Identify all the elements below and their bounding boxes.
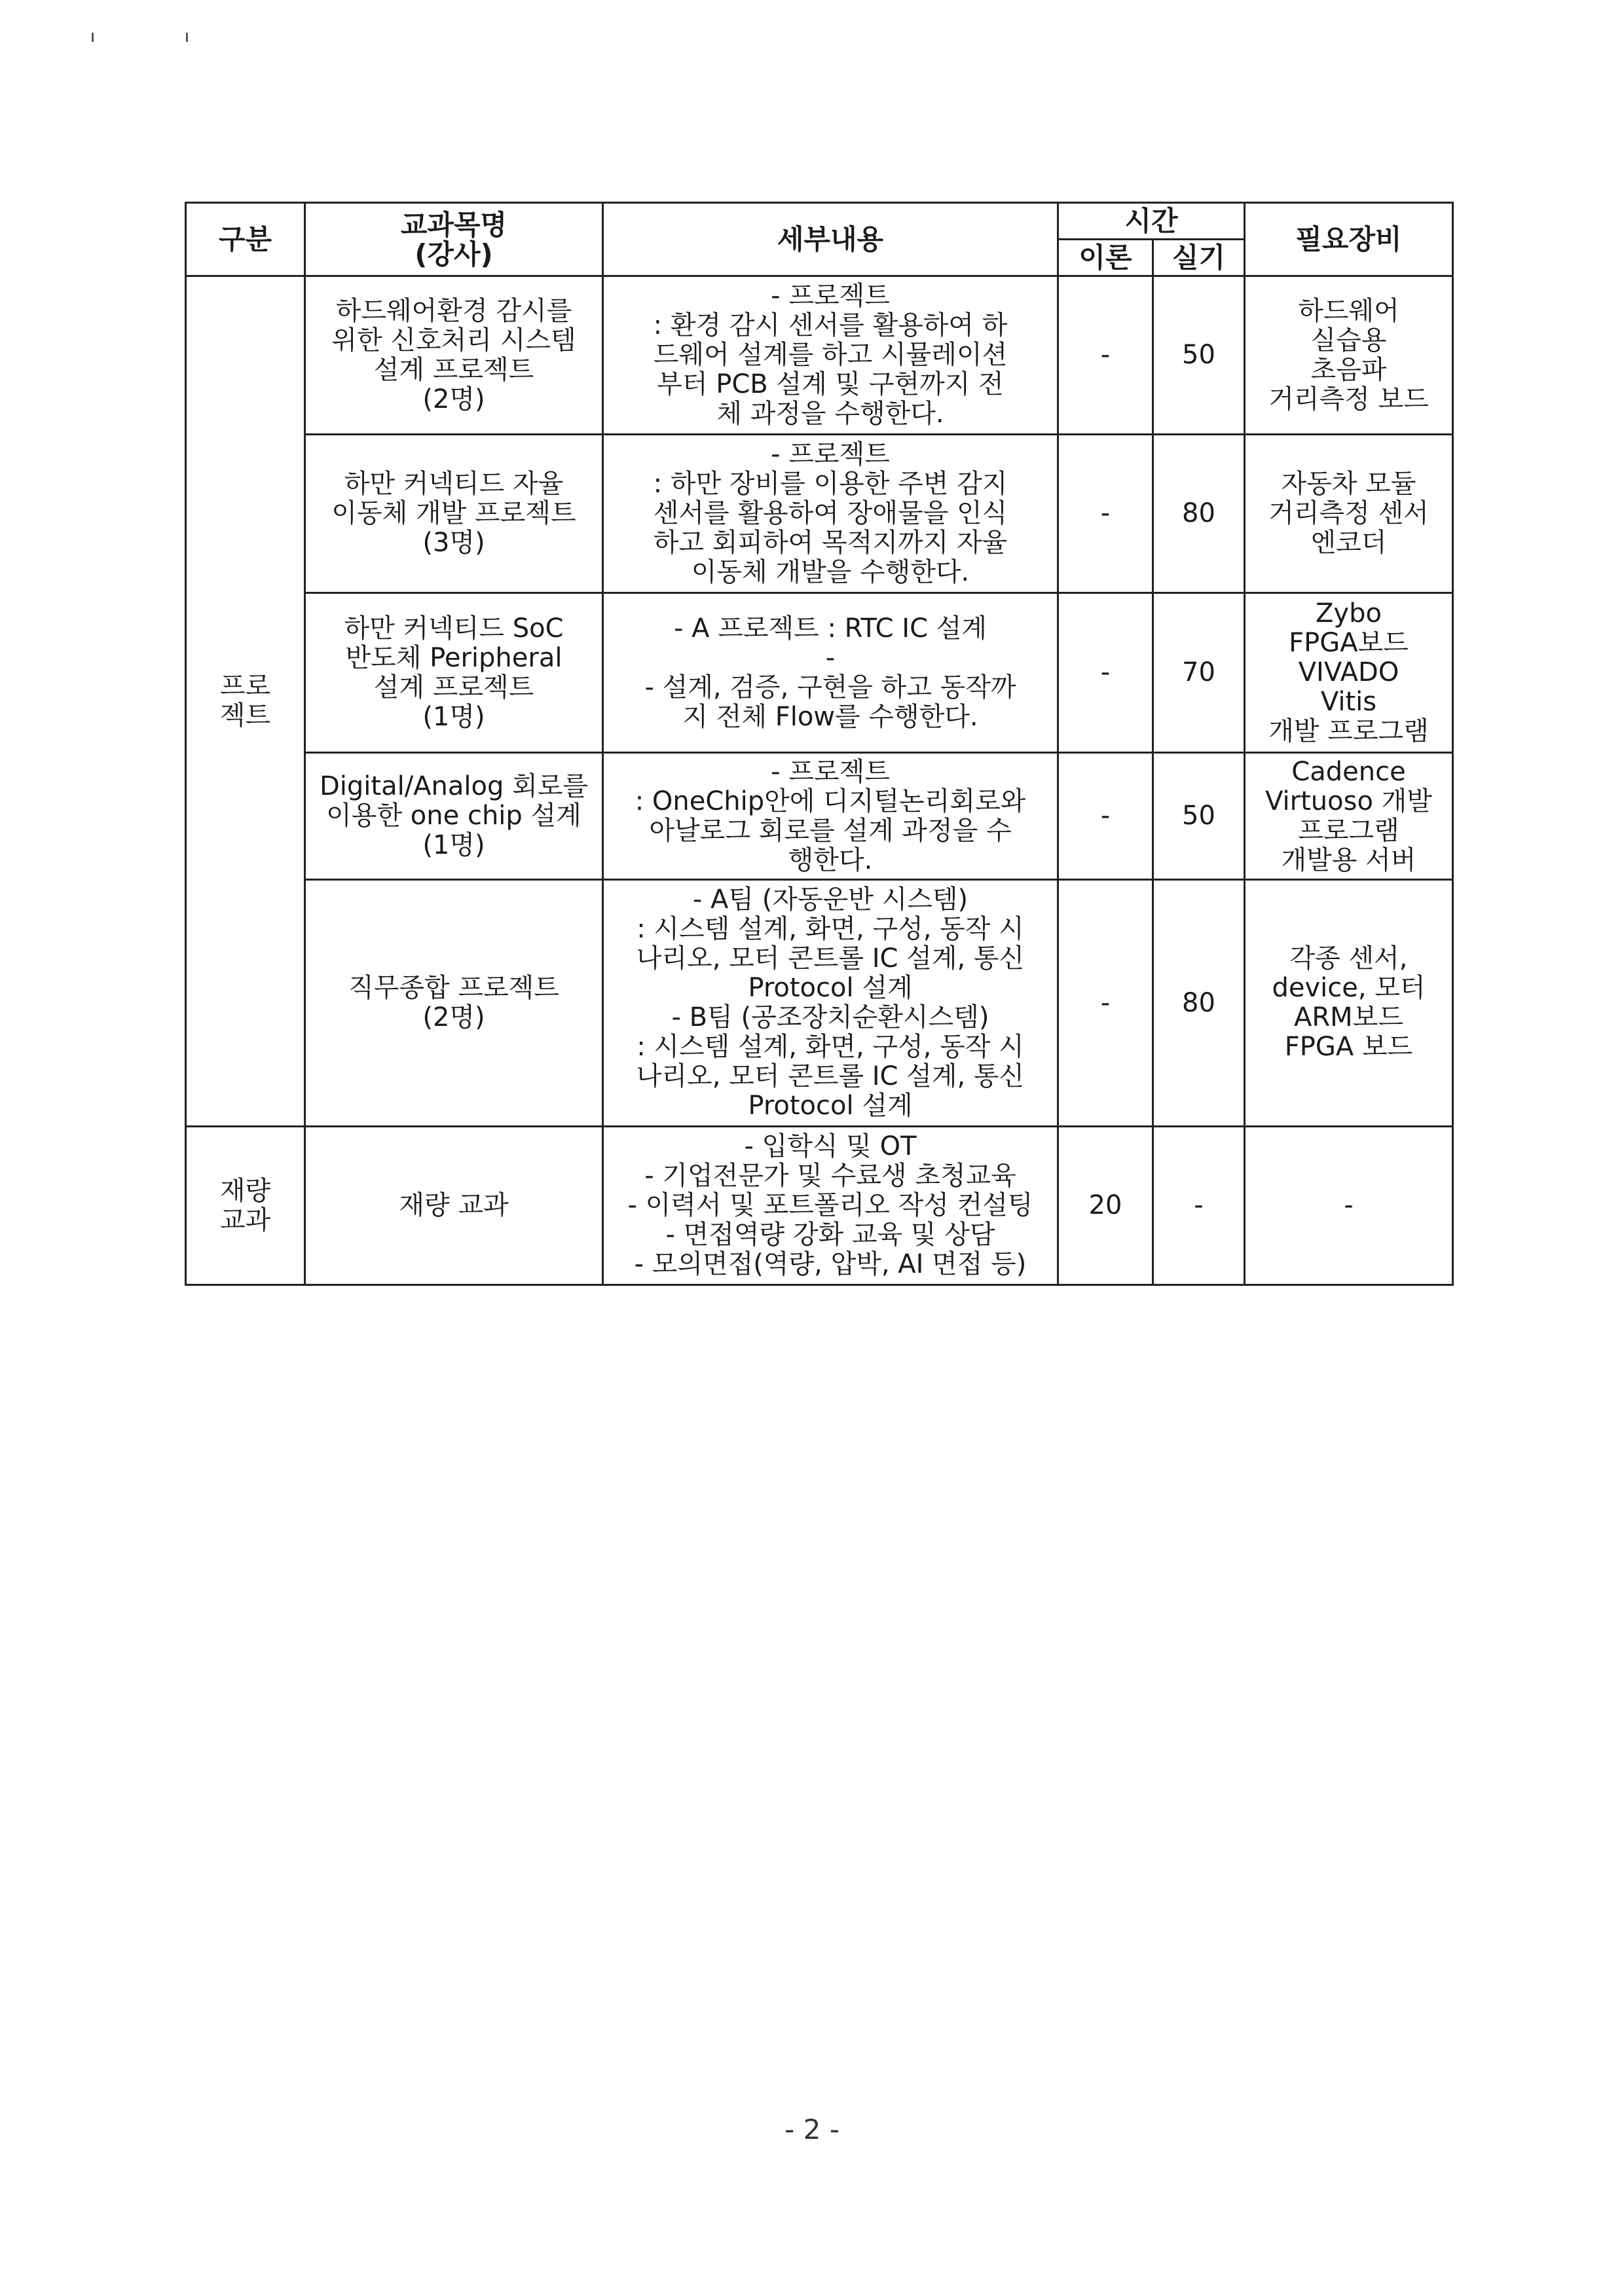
page-number: - 2 - — [784, 2113, 840, 2145]
theory-cell: - — [1058, 593, 1153, 753]
header-practice: 실기 — [1153, 240, 1245, 276]
detail-cell: - A 프로젝트 : RTC IC 설계 - - 설계, 검증, 구현을 하고 동작까 지 전체 Flow를 수행한다. — [603, 593, 1058, 753]
equipment-cell: 자동차 모듈 거리측정 센서 엔코더 — [1245, 435, 1453, 593]
table-row — [186, 435, 1453, 593]
theory-cell: - — [1058, 276, 1153, 435]
table-row — [186, 880, 1453, 1127]
course-cell: 재량 교과 — [305, 1127, 603, 1285]
header-equipment: 필요장비 — [1245, 203, 1453, 276]
header-time: 시간 — [1058, 203, 1245, 240]
equipment-cell: Zybo FPGA보드 VIVADO Vitis 개발 프로그램 — [1245, 593, 1453, 753]
course-cell: Digital/Analog 회로를 이용한 one chip 설계 (1명) — [305, 753, 603, 880]
table-row — [186, 593, 1453, 753]
theory-cell: - — [1058, 880, 1153, 1127]
detail-cell: - 입학식 및 OT - 기업전문가 및 수료생 초청교육 - 이력서 및 포트폴리오 작성 컨설팅 - 면접역량 강화 교육 및 상담 - 모의면접(역량, 압박, AI 면접 등) — [603, 1127, 1058, 1285]
course-cell: 하드웨어환경 감시를 위한 신호처리 시스템 설계 프로젝트 (2명) — [305, 276, 603, 435]
course-cell: 직무종합 프로젝트 (2명) — [305, 880, 603, 1127]
practice-cell: - — [1153, 1127, 1245, 1285]
theory-cell: - — [1058, 753, 1153, 880]
table-row — [186, 753, 1453, 880]
category-cell: 프로 젝트 — [186, 276, 305, 1127]
course-cell: 하만 커넥티드 SoC 반도체 Peripheral 설계 프로젝트 (1명) — [305, 593, 603, 753]
detail-cell: - A팀 (자동운반 시스템) : 시스템 설계, 화면, 구성, 동작 시 나리오, 모터 콘트롤 IC 설계, 통신 Protocol 설계 - B팀 (공조장치순환시스템) : 시스템 설계, 화면, 구성, 동작 시 나리오, 모터 콘트롤 IC 설계, 통신 Protocol 설계 — [603, 880, 1058, 1127]
category-cell: 재량 교과 — [186, 1127, 305, 1285]
curriculum-table — [185, 202, 1454, 1286]
equipment-cell: 하드웨어 실습용 초음파 거리측정 보드 — [1245, 276, 1453, 435]
course-cell: 하만 커넥티드 자율 이동체 개발 프로젝트 (3명) — [305, 435, 603, 593]
practice-cell: 50 — [1153, 276, 1245, 435]
equipment-cell: Cadence Virtuoso 개발 프로그램 개발용 서버 — [1245, 753, 1453, 880]
practice-cell: 80 — [1153, 435, 1245, 593]
header-category: 구분 — [186, 203, 305, 276]
header-detail: 세부내용 — [603, 203, 1058, 276]
scan-mark — [92, 33, 94, 42]
header-course: 교과목명 (강사) — [305, 203, 603, 276]
detail-cell: - 프로젝트 : 환경 감시 센서를 활용하여 하 드웨어 설계를 하고 시뮬레이션 부터 PCB 설계 및 구현까지 전 체 과정을 수행한다. — [603, 276, 1058, 435]
practice-cell: 70 — [1153, 593, 1245, 753]
detail-cell: - 프로젝트 : 하만 장비를 이용한 주변 감지 센서를 활용하여 장애물을 인식 하고 회피하여 목적지까지 자율 이동체 개발을 수행한다. — [603, 435, 1058, 593]
table-row — [186, 276, 1453, 435]
table-row — [186, 1127, 1453, 1285]
detail-cell: - 프로젝트 : OneChip안에 디지털논리회로와 아날로그 회로를 설계 과정을 수 행한다. — [603, 753, 1058, 880]
equipment-cell: - — [1245, 1127, 1453, 1285]
equipment-cell: 각종 센서, device, 모터 ARM보드 FPGA 보드 — [1245, 880, 1453, 1127]
practice-cell: 80 — [1153, 880, 1245, 1127]
scan-mark — [186, 33, 188, 42]
practice-cell: 50 — [1153, 753, 1245, 880]
header-theory: 이론 — [1058, 240, 1153, 276]
theory-cell: - — [1058, 435, 1153, 593]
theory-cell: 20 — [1058, 1127, 1153, 1285]
